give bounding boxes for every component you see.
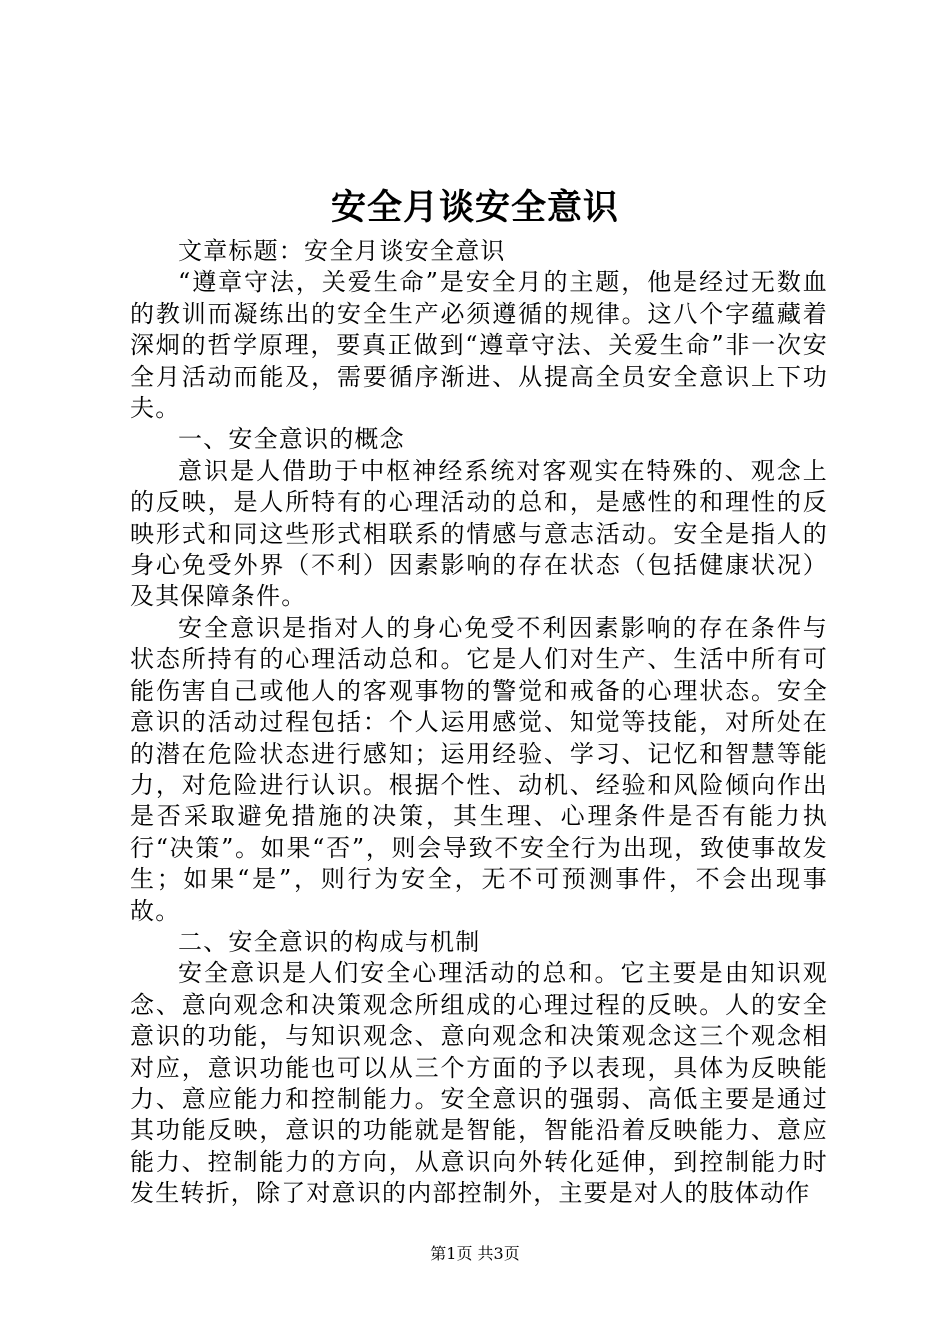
section-heading: 一、安全意识的概念	[178, 425, 405, 454]
body-paragraph: 安全意识是人们安全心理活动的总和。它主要是由知识观念、意向观念和决策观念所组成的心理过程的反映。人的安全意识的功能，与知识观念、意向观念和决策观念这三个观念相对应，意识功能也可以从三个方面的予以表现，具体为反映能力、意应能力和控制能力。安全意识的强弱、高低主要是通过其功能反映，意识的功能就是智能，智能沿着反映能力、意应能力、控制能力的方向，从意识向外转化延伸，到控制能力时发生转折，除了对意识的内部控制外，主要是对人的肢体动作	[130, 959, 828, 1208]
document-body	[130, 236, 828, 1210]
page-footer: 第1页 共3页	[430, 1244, 520, 1263]
body-paragraph: 安全意识是指对人的身心免受不利因素影响的存在条件与状态所持有的心理活动总和。它是人们对生产、生活中所有可能伤害自己或他人的客观事物的警觉和戒备的心理状态。安全意识的活动过程包括：个人运用感觉、知觉等技能，对所处在的潜在危险状态进行感知；运用经验、学习、记忆和智慧等能力，对危险进行认识。根据个性、动机、经验和风险倾向作出是否采取避免措施的决策，其生理、心理条件是否有能力执行“决策”。如果“否”，则会导致不安全行为出现，致使事故发生；如果“是”，则行为安全，无不可预测事件，不会出现事故。	[130, 613, 828, 925]
body-paragraph: “遵章守法，关爱生命”是安全月的主题，他是经过无数血的教训而凝练出的安全生产必须遵循的规律。这八个字蕴藏着深炯的哲学原理，要真正做到“遵章守法、关爱生命”非一次安全月活动而能及，需要循序渐进、从提高全员安全意识上下功夫。	[130, 268, 828, 423]
section-heading: 二、安全意识的构成与机制	[178, 927, 481, 956]
article-title-line: 文章标题：安全月谈安全意识	[178, 237, 506, 265]
document-title: 安全月谈安全意识	[330, 187, 619, 228]
body-paragraph: 意识是人借助于中枢神经系统对客观实在特殊的、观念上的反映，是人所特有的心理活动的总和，是感性的和理性的反映形式和同这些形式相联系的情感与意志活动。安全是指人的身心免受外界（不利）因素影响的存在状态（包括健康状况）及其保障条件。	[130, 456, 828, 611]
